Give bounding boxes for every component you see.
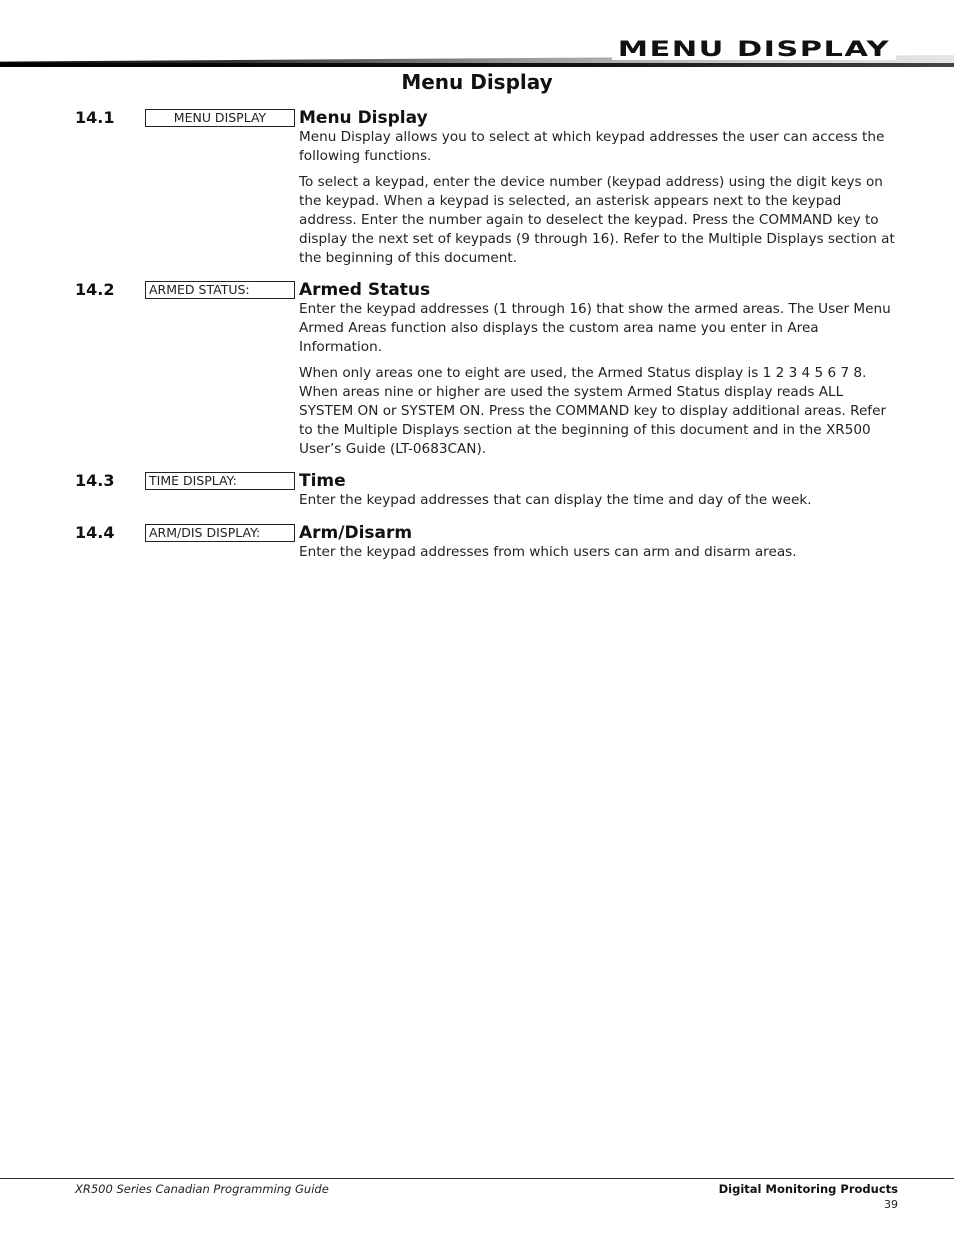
- section-paragraph: To select a keypad, enter the device number (keypad address) using the digit keys on the keypad. When a keypad is selected, an asterisk appears next to the keypad address. Enter the number again to deselect the keypad. Press the COMMAND key to display the next set of keypads (9 through 16). Refer to the Multiple Displays section at the beginning of this document.: [299, 174, 895, 266]
- section-number: 14.4: [75, 523, 115, 542]
- section-body: [299, 280, 899, 466]
- section-paragraph: When only areas one to eight are used, the Armed Status display is 1 2 3 4 5 6 7 8. When areas nine or higher are used the system Armed Status display reads ALL SYSTEM ON or SYSTEM ON. Press the COMMAND key to display additional areas. Refer to the Multiple Displays section at the beginning of this document and in the XR500 User’s Guide (LT-0683CAN).: [299, 365, 887, 457]
- keypad-display-box: TIME DISPLAY:: [145, 472, 295, 490]
- section-paragraph: Enter the keypad addresses from which users can arm and disarm areas.: [299, 544, 797, 560]
- section-number: 14.3: [75, 471, 115, 490]
- section-heading: Arm/Disarm: [299, 523, 413, 543]
- keypad-display-box: MENU DISPLAY: [145, 109, 295, 127]
- footer-company-name: Digital Monitoring Products: [718, 1182, 898, 1196]
- section-paragraph: Menu Display allows you to select at which keypad addresses the user can access the following functions.: [299, 129, 885, 164]
- banner-rule: [0, 63, 954, 67]
- page-title: Menu Display: [401, 70, 553, 94]
- footer-divider: [0, 1178, 954, 1179]
- section-paragraph: Enter the keypad addresses (1 through 16) that show the armed areas. The User Menu Armed Areas function also displays the custom area name you enter in Area Information.: [299, 301, 891, 355]
- section-number: 14.1: [75, 108, 115, 127]
- footer-document-title: XR500 Series Canadian Programming Guide: [75, 1182, 329, 1196]
- header-banner: [0, 38, 954, 74]
- page-number: 39: [884, 1198, 898, 1211]
- banner-title: MENU DISPLAY: [612, 38, 896, 60]
- keypad-display-box: ARM/DIS DISPLAY:: [145, 524, 295, 542]
- section-heading: Time: [299, 471, 346, 491]
- section-body: [299, 108, 899, 275]
- section-body: [299, 471, 899, 517]
- section-paragraph: Enter the keypad addresses that can display the time and day of the week.: [299, 492, 812, 508]
- keypad-display-box: ARMED STATUS:: [145, 281, 295, 299]
- section-number: 14.2: [75, 280, 115, 299]
- section-body: [299, 523, 899, 569]
- section-heading: Menu Display: [299, 108, 428, 128]
- section-heading: Armed Status: [299, 280, 431, 300]
